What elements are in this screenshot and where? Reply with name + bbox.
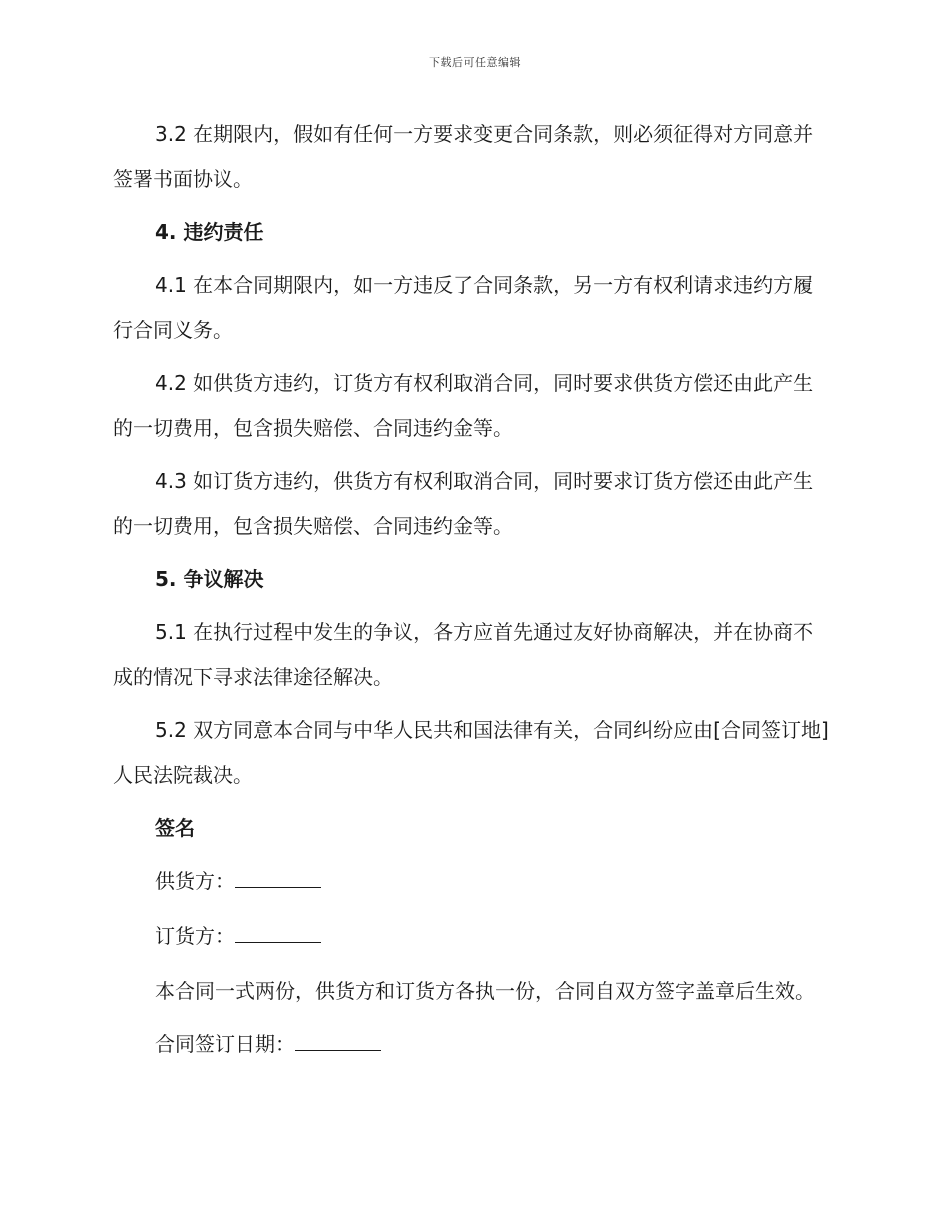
signing-date-line (113, 1022, 833, 1067)
clause-3-2: 3.2 在期限内，假如有任何一方要求变更合同条款，则必须征得对方同意并签署书面协议。 (113, 122, 814, 191)
buyer-label: 订货方： (155, 924, 235, 948)
signing-date-blank[interactable] (295, 1030, 381, 1051)
section-5-title: 5. 争议解决 (155, 567, 264, 591)
supplier-signature-line (113, 859, 833, 904)
signing-date-label: 合同签订日期： (155, 1032, 295, 1056)
signature-title: 签名 (155, 816, 195, 840)
clause-5-2: 5.2 双方同意本合同与中华人民共和国法律有关，合同纠纷应由[合同签订地]人民法院裁决。 (113, 718, 829, 787)
clause-5-1: 5.1 在执行过程中发生的争议，各方应首先通过友好协商解决，并在协商不成的情况下寻求法律途径解决。 (113, 620, 814, 689)
clause-4-2: 4.2 如供货方违约，订货方有权利取消合同，同时要求供货方偿还由此产生的一切费用，包含损失赔偿、合同违约金等。 (113, 371, 814, 440)
buyer-signature-line (113, 914, 833, 959)
buyer-signature-blank[interactable] (235, 922, 321, 943)
copies-note: 本合同一式两份，供货方和订货方各执一份，合同自双方签字盖章后生效。 (155, 979, 815, 1003)
clause-4-3: 4.3 如订货方违约，供货方有权利取消合同，同时要求订货方偿还由此产生的一切费用，包含损失赔偿、合同违约金等。 (113, 469, 814, 538)
supplier-label: 供货方： (155, 869, 235, 893)
section-4-title: 4. 违约责任 (155, 220, 264, 244)
page-header: 下载后可任意编辑 (429, 56, 521, 69)
supplier-signature-blank[interactable] (235, 867, 321, 888)
document-body (113, 112, 833, 1077)
clause-4-1: 4.1 在本合同期限内，如一方违反了合同条款，另一方有权利请求违约方履行合同义务。 (113, 273, 814, 342)
